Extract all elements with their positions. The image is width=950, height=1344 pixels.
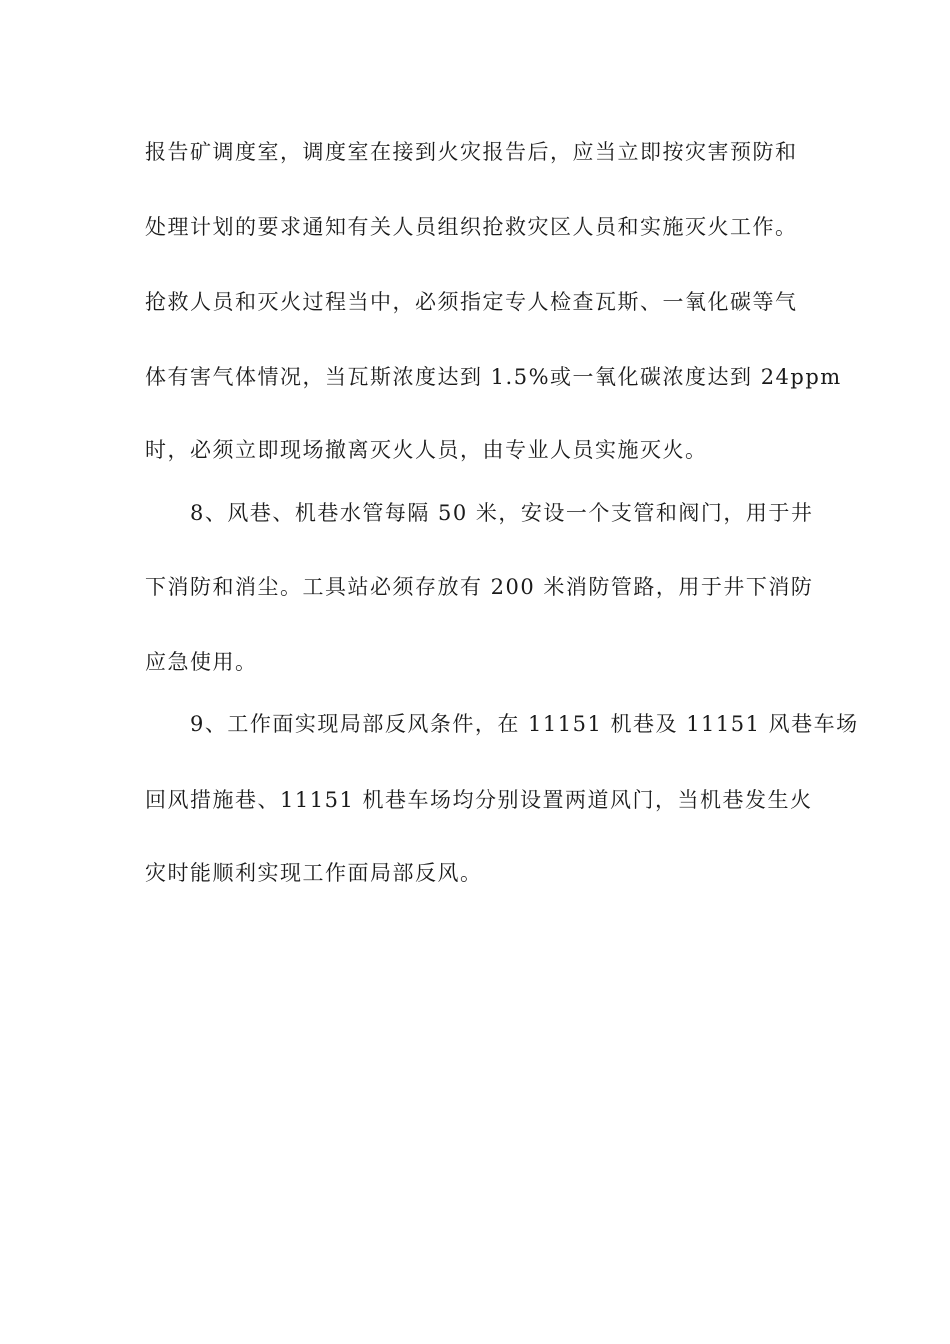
text-line: 灾时能顺利实现工作面局部反风。 (145, 861, 483, 885)
text-line: 体有害气体情况，当瓦斯浓度达到 1.5%或一氧化碳浓度达到 24ppm (145, 365, 842, 389)
text-line: 抢救人员和灭火过程当中，必须指定专人检查瓦斯、一氧化碳等气 (145, 290, 798, 314)
text-line: 报告矿调度室，调度室在接到火灾报告后，应当立即按灾害预防和 (145, 140, 798, 164)
text-line: 下消防和消尘。工具站必须存放有 200 米消防管路，用于井下消防 (145, 575, 814, 599)
text-line: 处理计划的要求通知有关人员组织抢救灾区人员和实施灭火工作。 (145, 215, 798, 239)
text-line: 回风措施巷、11151 机巷车场均分别设置两道风门，当机巷发生火 (145, 788, 813, 812)
paragraph-9-start: 9、工作面实现局部反风条件，在 11151 机巷及 11151 风巷车场 (190, 712, 859, 736)
text-line: 应急使用。 (145, 650, 258, 674)
paragraph-8-start: 8、风巷、机巷水管每隔 50 米，安设一个支管和阀门，用于井 (190, 501, 814, 525)
text-line: 时，必须立即现场撤离灭火人员，由专业人员实施灭火。 (145, 438, 708, 462)
